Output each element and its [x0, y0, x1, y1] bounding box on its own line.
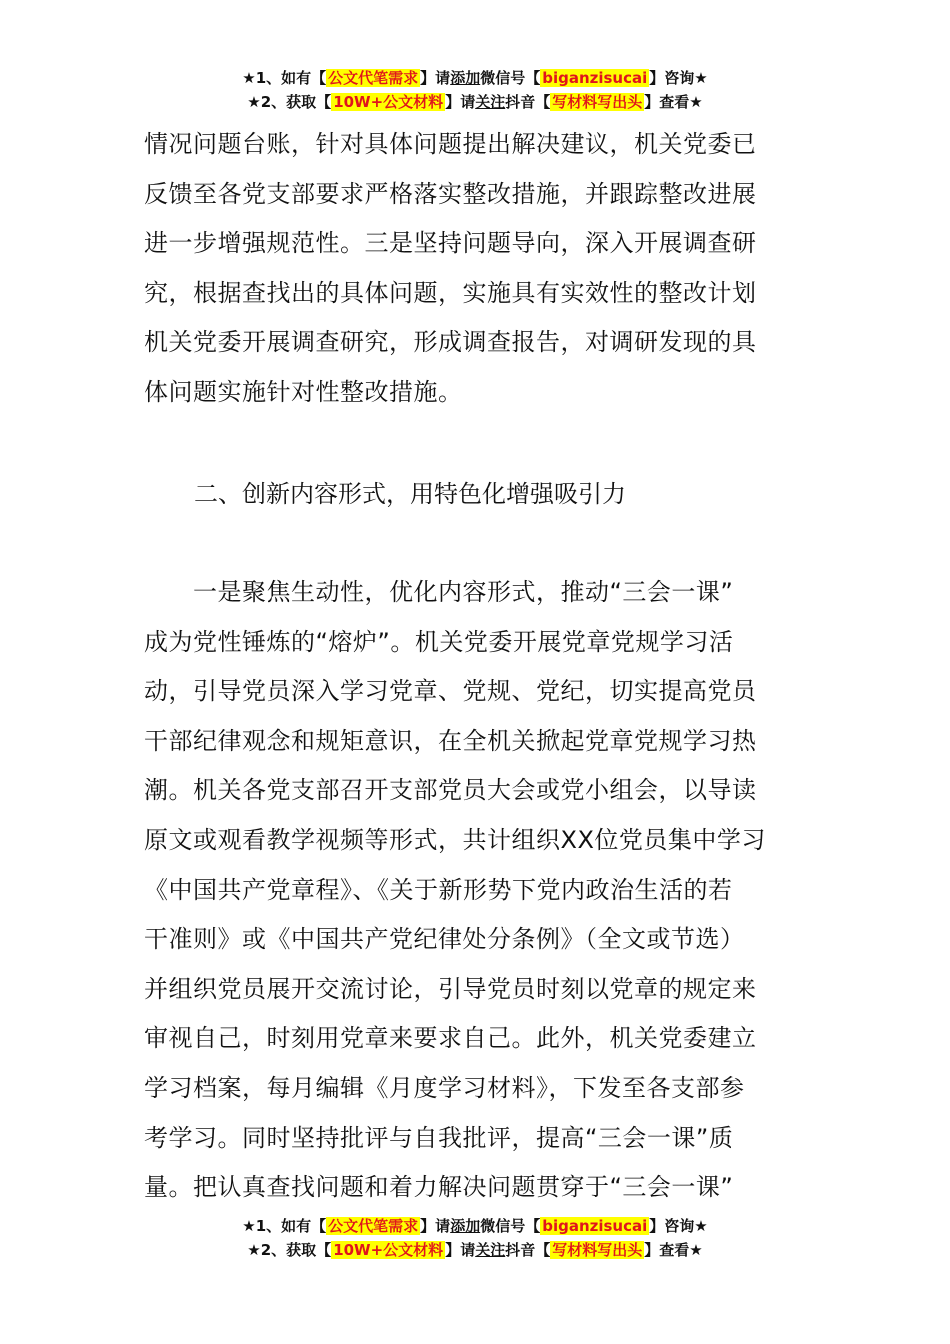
underlined-text: 添加 — [450, 69, 481, 87]
highlight-text: 公文代笔需求 — [328, 1217, 419, 1235]
text-line: 并组织党员展开交流讨论，引导党员时刻以党章的规定来 — [144, 974, 757, 1003]
banner-text: 】请 — [445, 93, 476, 111]
banner-text: 抖音【 — [505, 93, 551, 111]
highlight-text: 公文代笔需求 — [328, 69, 419, 87]
underlined-text: 关注 — [475, 93, 506, 111]
banner-text: 】查看★ — [644, 93, 703, 111]
highlight-text: 写材料写出头 — [552, 93, 643, 111]
text-line: 进一步增强规范性。三是坚持问题导向，深入开展调查研 — [144, 229, 757, 258]
header-banner — [0, 66, 950, 114]
text-line: 动，引导党员深入学习党章、党规、党纪，切实提高党员 — [144, 677, 757, 706]
banner-text: ★2、获取【 — [247, 1241, 332, 1259]
banner-text: ★2、获取【 — [247, 93, 332, 111]
footer-banner — [0, 1214, 950, 1262]
banner-text: ★1、如有【 — [242, 69, 327, 87]
text-line: 反馈至各党支部要求严格落实整改措施，并跟踪整改进展 — [144, 179, 757, 208]
underlined-text: 关注 — [475, 1241, 506, 1259]
text-line: 原文或观看教学视频等形式，共计组织XX位党员集中学习 — [144, 825, 766, 854]
paragraph-continued — [144, 120, 808, 418]
text-line: 机关党委开展调查研究，形成调查报告，对调研发现的具 — [144, 328, 757, 357]
banner-text: 】咨询★ — [649, 1217, 708, 1235]
text-line: 潮。机关各党支部召开支部党员大会或党小组会，以导读 — [144, 776, 757, 805]
banner-text: ★1、如有【 — [242, 1217, 327, 1235]
text-line: 体问题实施针对性整改措施。 — [144, 377, 463, 406]
text-line: 学习档案，每月编辑《月度学习材料》，下发至各支部参 — [144, 1073, 745, 1102]
banner-line-1 — [0, 1214, 950, 1238]
highlight-text: biganzisucai — [542, 1217, 648, 1235]
text-line: 究，根据查找出的具体问题，实施具有实效性的整改计划 — [144, 278, 757, 307]
underlined-text: 添加 — [450, 1217, 481, 1235]
banner-text: 】请 — [420, 1217, 451, 1235]
text-line: 《中国共产党章程》、《关于新形势下党内政治生活的若 — [144, 875, 733, 904]
banner-text: 】请 — [420, 69, 451, 87]
text-line: 情况问题台账，针对具体问题提出解决建议，机关党委已 — [144, 130, 757, 158]
banner-text: 】咨询★ — [649, 69, 708, 87]
section-heading: 二、创新内容形式，用特色化增强吸引力 — [194, 480, 626, 508]
banner-line-2 — [0, 90, 950, 114]
text-line: 成为党性锤炼的“熔炉”。机关党委开展党章党规学习活 — [144, 627, 734, 656]
text-line: 审视自己，时刻用党章来要求自己。此外，机关党委建立 — [144, 1024, 757, 1053]
banner-text: 微信号【 — [480, 69, 541, 87]
highlight-text: 10W+公文材料 — [333, 93, 444, 111]
paragraph — [144, 568, 808, 1213]
highlight-text: 写材料写出头 — [552, 1241, 643, 1259]
banner-text: 微信号【 — [480, 1217, 541, 1235]
text-line: 考学习。同时坚持批评与自我批评，提高“三会一课”质 — [144, 1123, 734, 1152]
text-line: 量。把认真查找问题和着力解决问题贯穿于“三会一课” — [144, 1173, 734, 1202]
banner-text: 】请 — [445, 1241, 476, 1259]
banner-line-1 — [0, 66, 950, 90]
banner-line-2 — [0, 1238, 950, 1262]
text-line: 干准则》或《中国共产党纪律处分条例》（全文或节选） — [144, 925, 745, 954]
text-line: 一是聚焦生动性，优化内容形式，推动“三会一课” — [144, 578, 734, 606]
banner-text: 】查看★ — [644, 1241, 703, 1259]
text-line: 干部纪律观念和规矩意识，在全机关掀起党章党规学习热 — [144, 726, 757, 755]
highlight-text: 10W+公文材料 — [333, 1241, 444, 1259]
banner-text: 抖音【 — [505, 1241, 551, 1259]
highlight-text: biganzisucai — [542, 69, 648, 87]
